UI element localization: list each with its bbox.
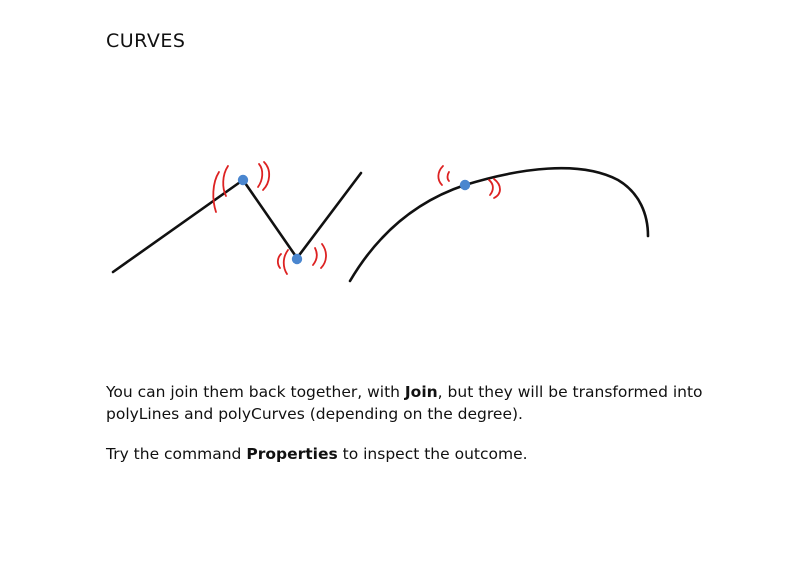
text-segment: , but they will be transformed into polyLines and polyCurves (depending on the degree). — [106, 383, 703, 423]
paragraph-properties — [106, 443, 726, 465]
control-point-kink-bottom — [292, 254, 302, 264]
text-segment: You can join them back together, with — [106, 383, 405, 401]
control-point-kink-top — [238, 175, 248, 185]
page-title: CURVES — [106, 30, 186, 52]
explanation-text — [106, 381, 726, 465]
text-segment: Try the command — [106, 445, 247, 463]
paragraph-join — [106, 381, 726, 425]
control-point-curve — [460, 180, 470, 190]
keyword-join: Join — [404, 383, 438, 401]
keyword-properties: Properties — [246, 445, 338, 463]
text-segment: to inspect the outcome. — [337, 445, 528, 463]
polyline-curve — [113, 173, 361, 272]
